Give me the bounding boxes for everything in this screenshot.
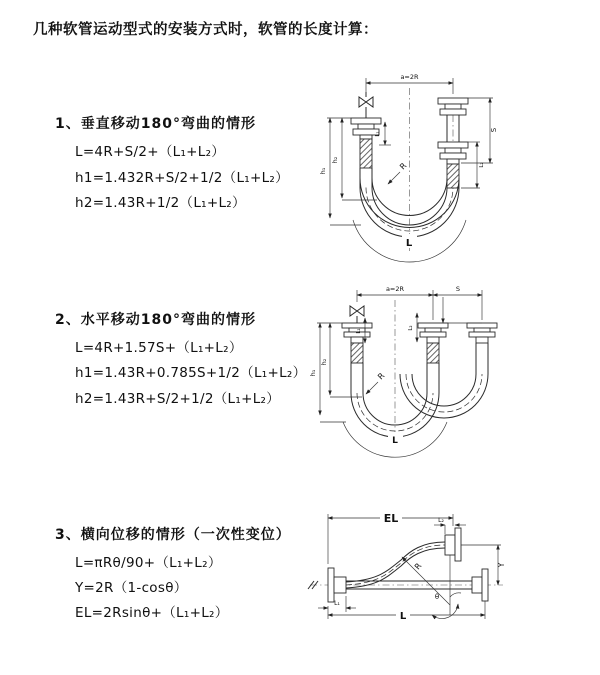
dim-label-y: Y [497,562,506,568]
dim-label-a2r: a=2R [385,285,405,293]
dim-label-l1: L₁ [375,131,381,137]
section-1-formula-L: L=4R+S/2+（L₁+L₂） [75,144,226,160]
braided-hose-section [360,139,372,168]
dim-label-l-total: L [399,611,407,622]
diagram-vertical-180-bend [315,68,587,260]
dim-label-l-total: L [392,436,398,446]
dim-label-h1: h₁ [319,167,327,175]
valve-icon [350,306,364,323]
dim-label-theta: θ [434,593,440,601]
section-1-formula-h2: h2=1.43R+1/2（L₁+L₂） [75,195,246,211]
dim-label-h2: h₂ [331,156,339,164]
hose-u-bend-position-b [400,343,488,418]
valve-icon [359,92,373,118]
right-flange-lower [438,142,468,164]
right-flange-displaced [445,528,461,561]
section-1-formula-h1: h1=1.432R+S/2+1/2（L₁+L₂） [75,170,289,186]
dim-label-l1: L₁ [356,328,362,334]
diagram-lateral-displacement [298,498,600,663]
braided-hose-section [447,164,459,188]
dim-label-h2: h₂ [320,358,328,366]
diagram-horizontal-180-bend [308,280,600,470]
section-3-heading: 3、横向位移的情形（一次性变位） [55,527,291,543]
section-3-formula-L: L=πRθ/90+（L₁+L₂） [75,555,222,571]
dim-label-r: R [376,371,387,382]
section-3-formula-EL: EL=2Rsinθ+（L₁+L₂） [75,605,229,621]
dim-label-a2r: a=2R [400,73,419,81]
section-3-formula-Y: Y=2R（1-cosθ） [75,580,188,596]
dim-label-l1: L₁ [334,600,340,607]
braided-hose-section [427,343,439,363]
dim-label-el: EL [383,512,399,525]
dim-label-l2: L₂ [438,517,444,524]
dim-label-l2: L₂ [479,162,485,168]
page-title: 几种软管运动型式的安装方式时，软管的长度计算： [33,22,378,38]
section-1-heading: 1、垂直移动180°弯曲的情形 [55,116,256,132]
dim-label-h1: h₁ [309,369,317,377]
right-flange-initial [472,569,488,601]
dim-label-s: S [455,285,461,293]
dim-label-r: R [412,561,424,572]
dim-label-r: R [398,161,409,172]
section-2-formula-h1: h1=1.43R+0.785S+1/2（L₁+L₂） [75,365,307,381]
dim-label-l2: L₂ [408,325,414,331]
flange-right [467,323,497,343]
flange-middle [418,323,448,343]
section-2-formula-h2: h2=1.43R+S/2+1/2（L₁+L₂） [75,391,281,407]
right-flange-upper [438,98,468,115]
left-flange [328,568,346,602]
section-2-heading: 2、水平移动180°弯曲的情形 [55,312,256,328]
braided-hose-section [351,343,363,363]
dim-label-s: S [490,127,498,133]
dim-label-l-total: L [405,238,413,249]
section-2-formula-L: L=4R+1.57S+（L₁+L₂） [75,340,243,356]
